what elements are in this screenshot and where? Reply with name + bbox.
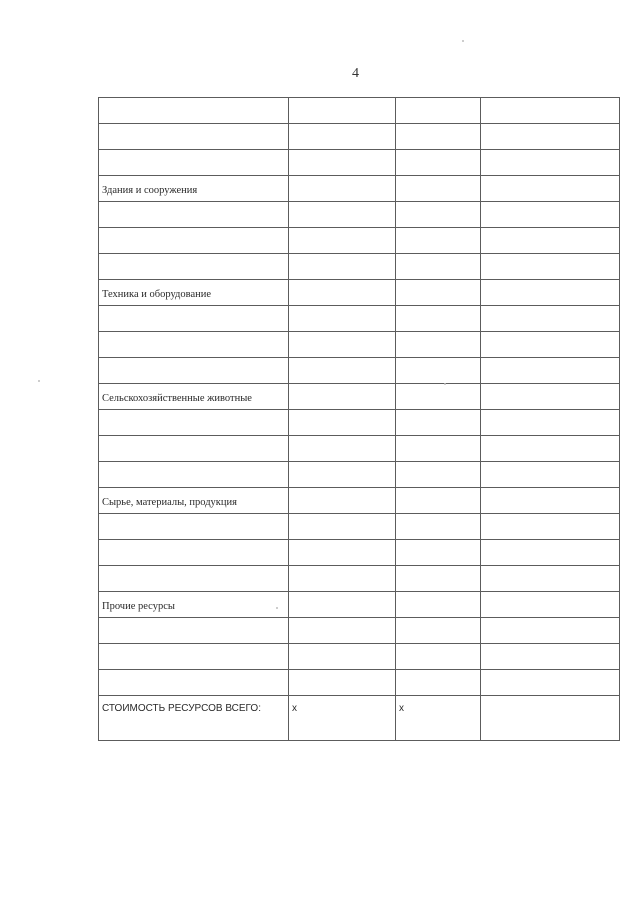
value-cell [396, 176, 481, 202]
value-cell [481, 332, 620, 358]
value-cell [481, 592, 620, 618]
scan-speck [38, 380, 40, 382]
value-cell [481, 384, 620, 410]
page-number: 4 [352, 66, 359, 81]
value-cell [481, 436, 620, 462]
total-label-cell: СТОИМОСТЬ РЕСУРСОВ ВСЕГО: [99, 696, 289, 741]
table-row [99, 592, 620, 618]
value-cell [289, 618, 396, 644]
value-cell [396, 332, 481, 358]
total-value-cell: x [396, 696, 481, 741]
value-cell [396, 566, 481, 592]
value-cell [481, 98, 620, 124]
value-cell [481, 358, 620, 384]
value-cell [481, 280, 620, 306]
resource-name-cell [99, 254, 289, 280]
table-row [99, 514, 620, 540]
resource-name-cell: Здания и сооружения [99, 176, 289, 202]
value-cell [396, 618, 481, 644]
value-cell [289, 514, 396, 540]
value-cell [481, 228, 620, 254]
value-cell [289, 150, 396, 176]
value-cell [396, 202, 481, 228]
value-cell [289, 670, 396, 696]
resource-name-cell [99, 98, 289, 124]
value-cell [289, 566, 396, 592]
value-cell [396, 358, 481, 384]
resource-name-cell [99, 332, 289, 358]
table-row [99, 228, 620, 254]
value-cell [481, 670, 620, 696]
value-cell [396, 592, 481, 618]
resource-name-cell [99, 514, 289, 540]
value-cell [481, 566, 620, 592]
value-cell [396, 514, 481, 540]
table-row [99, 540, 620, 566]
scan-speck [462, 40, 464, 42]
value-cell [289, 462, 396, 488]
value-cell [289, 384, 396, 410]
total-value-cell: x [289, 696, 396, 741]
value-cell [396, 254, 481, 280]
table-row [99, 670, 620, 696]
total-row [99, 696, 620, 741]
value-cell [289, 98, 396, 124]
resource-name-cell: Сырье, материалы, продукция [99, 488, 289, 514]
value-cell [396, 644, 481, 670]
value-cell [481, 540, 620, 566]
resource-name-cell: Техника и оборудование [99, 280, 289, 306]
table-row [99, 488, 620, 514]
resource-table [98, 97, 620, 741]
table-row [99, 644, 620, 670]
value-cell [481, 514, 620, 540]
table-row [99, 384, 620, 410]
resource-name-cell [99, 150, 289, 176]
value-cell [481, 410, 620, 436]
table-row [99, 280, 620, 306]
table-row [99, 150, 620, 176]
resource-name-cell [99, 436, 289, 462]
resource-name-cell [99, 358, 289, 384]
resource-name-cell [99, 228, 289, 254]
value-cell [481, 176, 620, 202]
value-cell [481, 306, 620, 332]
value-cell [481, 462, 620, 488]
scan-speck [444, 383, 446, 385]
value-cell [396, 410, 481, 436]
value-cell [289, 410, 396, 436]
value-cell [289, 202, 396, 228]
value-cell [396, 306, 481, 332]
table-row [99, 566, 620, 592]
table-row [99, 462, 620, 488]
table-row [99, 436, 620, 462]
value-cell [289, 306, 396, 332]
value-cell [396, 124, 481, 150]
value-cell [481, 254, 620, 280]
table-row [99, 202, 620, 228]
table-row [99, 358, 620, 384]
table-row [99, 124, 620, 150]
value-cell [289, 332, 396, 358]
value-cell [481, 644, 620, 670]
value-cell [396, 540, 481, 566]
table-row [99, 410, 620, 436]
value-cell [289, 436, 396, 462]
value-cell [289, 488, 396, 514]
value-cell [481, 150, 620, 176]
value-cell [289, 254, 396, 280]
value-cell [396, 436, 481, 462]
value-cell [481, 202, 620, 228]
resource-name-cell [99, 566, 289, 592]
resource-name-cell [99, 670, 289, 696]
value-cell [396, 670, 481, 696]
resource-name-cell [99, 462, 289, 488]
value-cell [289, 124, 396, 150]
table-row [99, 98, 620, 124]
value-cell [396, 462, 481, 488]
value-cell [396, 228, 481, 254]
resource-name-cell [99, 540, 289, 566]
table-row [99, 306, 620, 332]
scan-speck [276, 607, 278, 609]
resource-name-cell [99, 124, 289, 150]
value-cell [289, 228, 396, 254]
value-cell [481, 488, 620, 514]
table-row [99, 618, 620, 644]
resource-name-cell [99, 618, 289, 644]
value-cell [396, 280, 481, 306]
resource-name-cell [99, 202, 289, 228]
total-value-cell [481, 696, 620, 741]
table-body [99, 98, 620, 741]
resource-name-cell: Сельскохозяйственные животные [99, 384, 289, 410]
resource-name-cell [99, 410, 289, 436]
value-cell [289, 592, 396, 618]
resource-name-cell [99, 306, 289, 332]
value-cell [289, 644, 396, 670]
value-cell [289, 358, 396, 384]
value-cell [396, 384, 481, 410]
value-cell [289, 176, 396, 202]
value-cell [289, 540, 396, 566]
value-cell [396, 98, 481, 124]
value-cell [289, 280, 396, 306]
value-cell [396, 150, 481, 176]
value-cell [481, 124, 620, 150]
value-cell [481, 618, 620, 644]
table-row [99, 176, 620, 202]
value-cell [396, 488, 481, 514]
table-row [99, 332, 620, 358]
table-row [99, 254, 620, 280]
resource-name-cell [99, 644, 289, 670]
resource-name-cell: Прочие ресурсы [99, 592, 289, 618]
